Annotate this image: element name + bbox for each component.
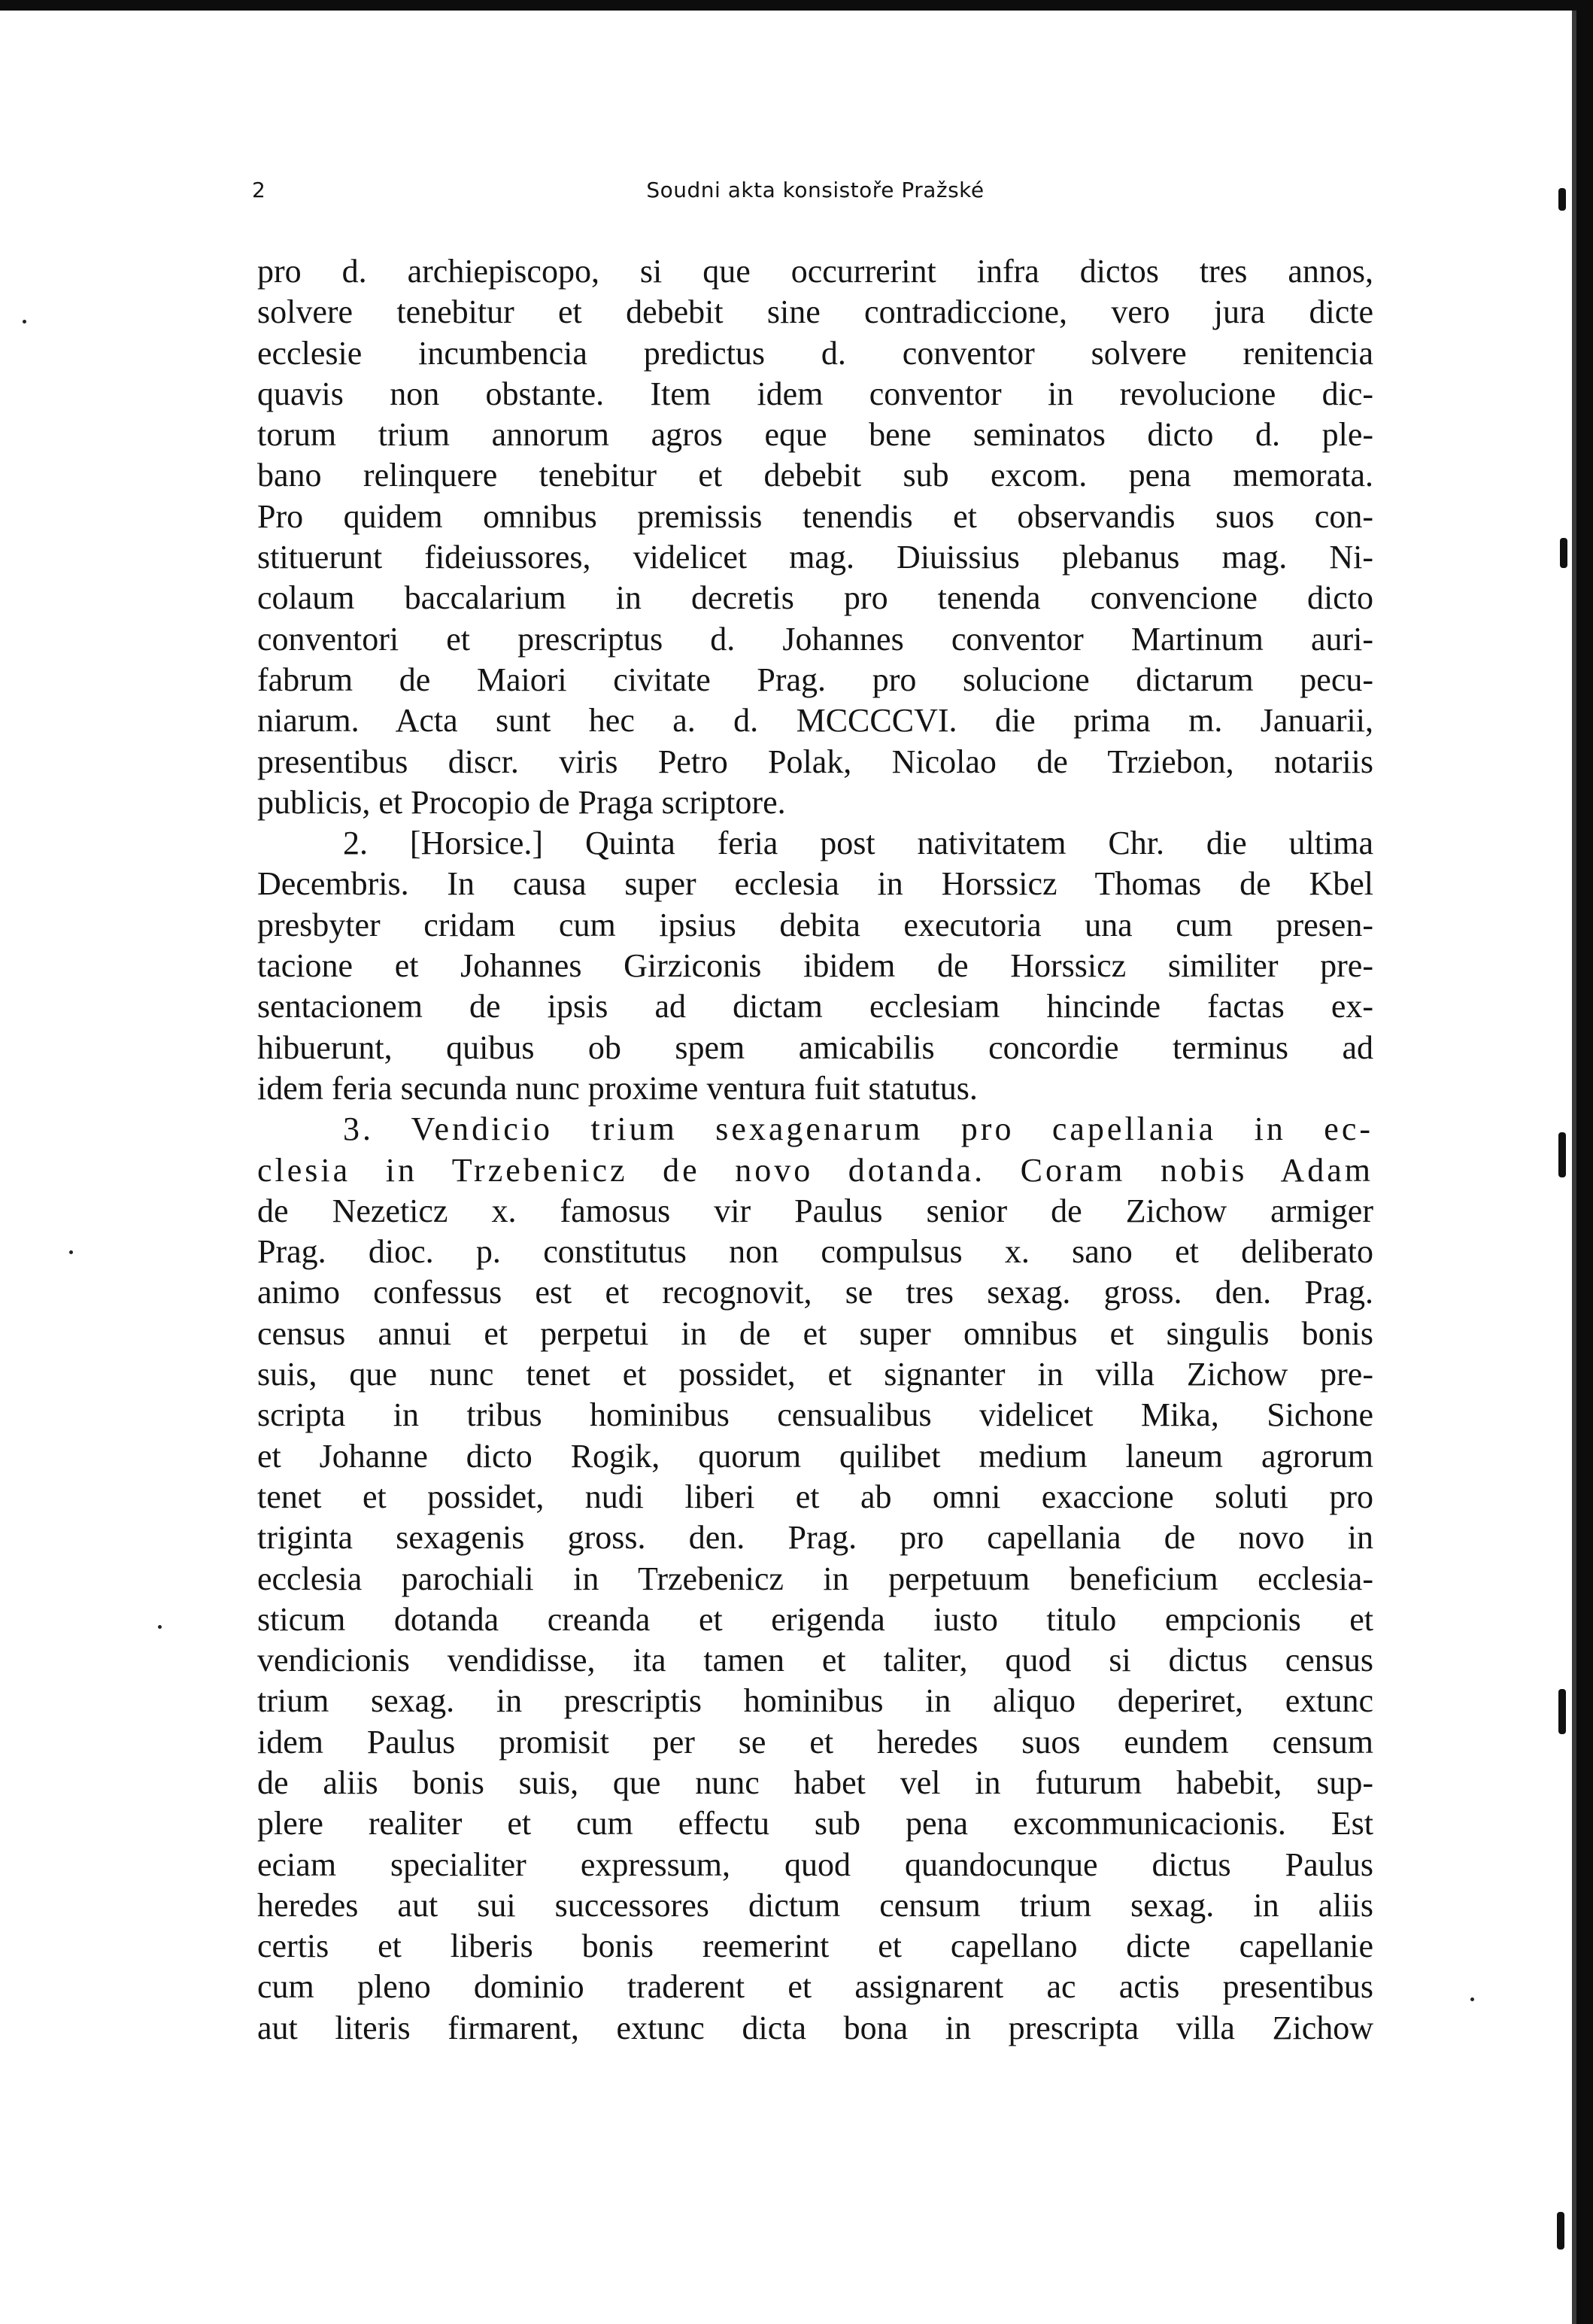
text-line: conventori et prescriptus d. Johannes conventor Martinum auri- [257,620,1373,658]
text-line: fabrum de Maiori civitate Prag. pro solucione dictarum pecu- [257,661,1373,698]
text-line: animo confessus est et recognovit, se tres sexag. gross. den. Prag. [257,1274,1373,1311]
text-line: sentacionem de ipsis ad dictam ecclesiam hincinde factas ex- [257,988,1373,1025]
text-line: de aliis bonis suis, que nunc habet vel in futurum habebit, sup- [257,1764,1373,1801]
scan-border-top [0,0,1593,11]
text-line: census annui et perpetui in de et super omnibus et singulis bonis [257,1314,1373,1352]
text-line: trium sexag. in prescriptis hominibus in aliquo deperiret, extunc [257,1682,1373,1720]
text-line: heredes aut sui successores dictum censum trium sexag. in aliis [257,1886,1373,1924]
scan-speck [23,320,26,324]
scan-speck [158,1625,162,1629]
scan-edge-mark [1557,2212,1564,2250]
text-line: triginta sexagenis gross. den. Prag. pro capellania de novo in [257,1519,1373,1557]
text-line: cum pleno dominio traderent et assignarent ac actis presentibus [257,1968,1373,2006]
text-line: colaum baccalarium in decretis pro tenenda convencione dicto [257,579,1373,617]
text-line: torum trium annorum agros eque bene seminatos dicto d. ple- [257,416,1373,454]
paragraph-2-heading-line: 2. [Horsice.] Quinta feria post nativitatem Chr. die ultima [343,825,1373,862]
text-line: tenet et possidet, nudi liberi et ab omni exaccione soluti pro [257,1478,1373,1515]
text-line: ecclesia parochiali in Trzebenicz in perpetuum beneficium ecclesia- [257,1560,1373,1597]
text-line: quavis non obstante. Item idem conventor in revolucione dic- [257,375,1373,412]
text-line: vendicionis vendidisse, ita tamen et taliter, quod si dictus census [257,1642,1373,1679]
paragraph-3-heading-line: 3. Vendicio trium sexagenarum pro capellania in ec- [343,1110,1373,1148]
scan-edge-mark [1558,1132,1566,1177]
text-line: tacione et Johannes Girziconis ibidem de Horssicz similiter pre- [257,947,1373,985]
scan-edge-mark [1560,538,1567,568]
text-line: hibuerunt, quibus ob spem amicabilis concordie terminus ad [257,1028,1373,1066]
text-line: niarum. Acta sunt hec a. d. MCCCCVI. die prima m. Januarii, [257,702,1373,740]
text-line: ecclesie incumbencia predictus d. conventor solvere renitencia [257,334,1373,372]
text-line: presbyter cridam cum ipsius debita executoria una cum presen- [257,906,1373,943]
running-title: Soudni akta konsistoře Pražské [646,178,985,202]
text-line: bano relinquere tenebitur et debebit sub excom. pena memorata. [257,457,1373,494]
text-line: scripta in tribus hominibus censualibus videlicet Mika, Sichone [257,1396,1373,1434]
text-line: stituerunt fideiussores, videlicet mag. Diuissius plebanus mag. Ni- [257,539,1373,576]
page-number: 2 [252,178,266,202]
text-line: solvere tenebitur et debebit sine contradiccione, vero jura dicte [257,293,1373,331]
text-line: aut literis firmarent, extunc dicta bona in prescripta villa Zichow [257,2009,1373,2046]
text-line: sticum dotanda creanda et erigenda iusto titulo empcionis et [257,1600,1373,1638]
text-line: suis, que nunc tenet et possidet, et signanter in villa Zichow pre- [257,1356,1373,1393]
body-text [257,251,1373,2049]
text-line: pro d. archiepiscopo, si que occurrerint infra dictos tres annos, [257,253,1373,290]
text-line: de Nezeticz x. famosus vir Paulus senior de Zichow armiger [257,1192,1373,1229]
text-line: idem Paulus promisit per se et heredes suos eundem censum [257,1723,1373,1760]
scan-border-right [1576,0,1593,2324]
text-line: certis et liberis bonis reemerint et capellano dicte capellanie [257,1928,1373,1965]
text-line: Prag. dioc. p. constitutus non compulsus x. sano et deliberato [257,1233,1373,1271]
running-head [252,178,1379,208]
text-line: Decembris. In causa super ecclesia in Horssicz Thomas de Kbel [257,865,1373,903]
text-line: idem feria secunda nunc proxime ventura fuit statutus. [257,1069,978,1107]
text-line: publicis, et Procopio de Praga scriptore. [257,783,786,821]
text-line: presentibus discr. viris Petro Polak, Nicolao de Trziebon, notariis [257,743,1373,780]
scan-speck [1470,1997,1474,2001]
scan-speck [69,1250,73,1254]
text-line: et Johanne dicto Rogik, quorum quilibet medium laneum agrorum [257,1437,1373,1475]
text-line: eciam specialiter expressum, quod quandocunque dictus Paulus [257,1846,1373,1883]
text-line: Pro quidem omnibus premissis tenendis et observandis suos con- [257,497,1373,535]
paragraph-3-heading-line: clesia in Trzebenicz de novo dotanda. Coram nobis Adam [257,1151,1373,1189]
scan-edge-mark [1558,1689,1566,1734]
scan-edge-mark [1558,188,1566,211]
text-line: plere realiter et cum effectu sub pena excommunicacionis. Est [257,1805,1373,1842]
